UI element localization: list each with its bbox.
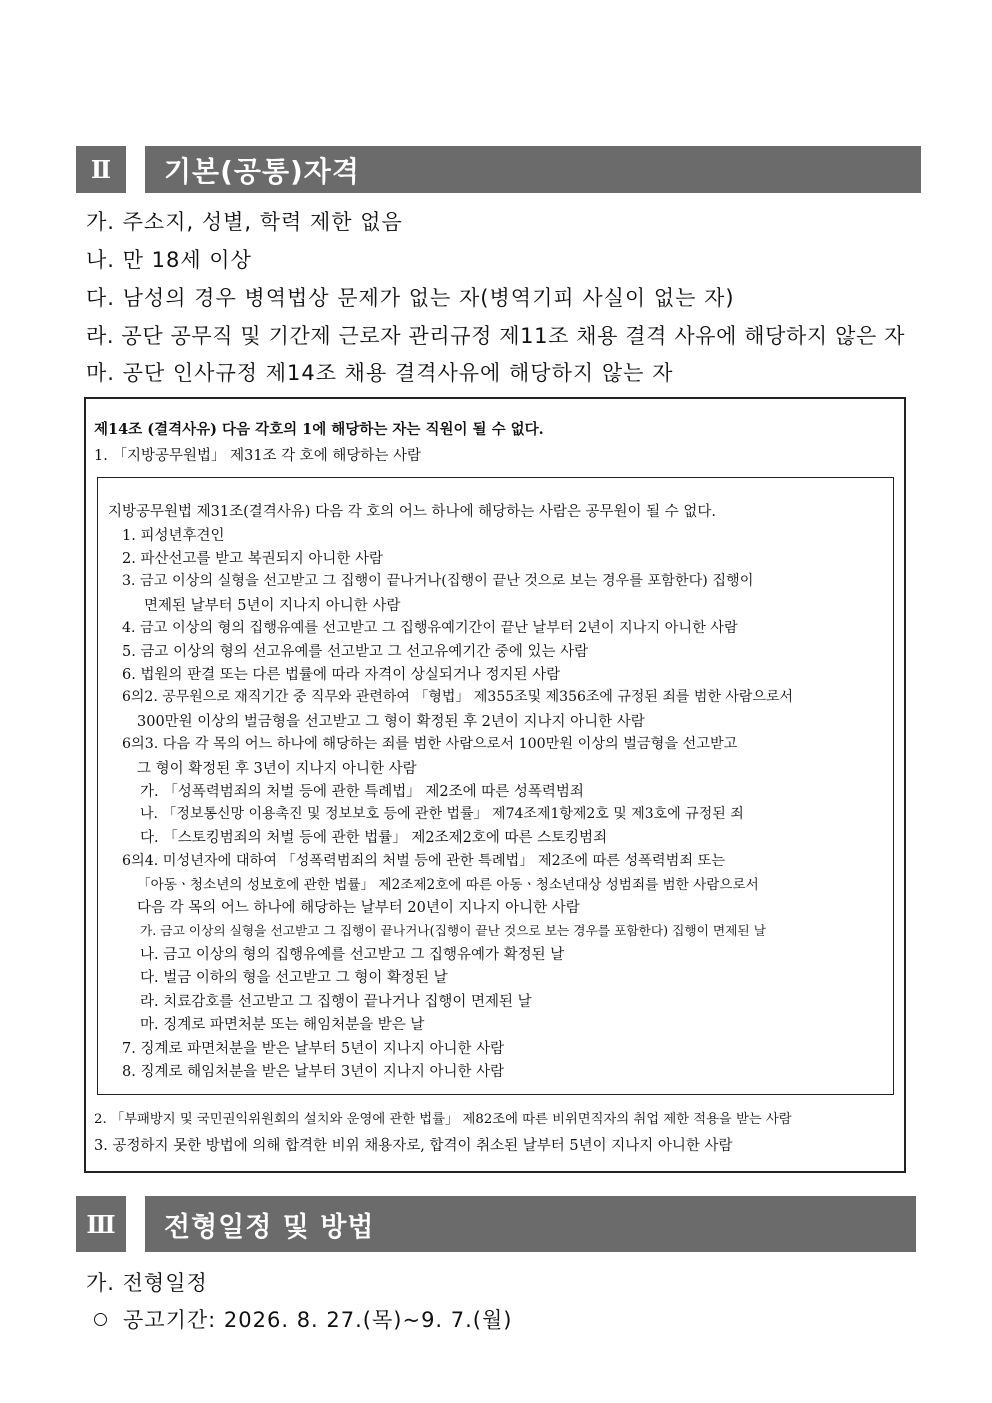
act-clause: 6의4. 미성년자에 대하여 「성폭력범죄의 처벌 등에 관한 특례법」 제2조에 따른 성폭력범죄 또는: [122, 853, 725, 869]
act-clause: 6. 법원의 판결 또는 다른 법률에 따라 자격이 상실되거나 정지된 사람: [122, 667, 561, 683]
act-clause: 나. 「정보통신망 이용촉진 및 정보보호 등에 관한 법률」 제74조제1항제2호 및 제3호에 규정된 죄: [140, 806, 744, 822]
regulation-heading: 제14조 (결격사유) 다음 각호의 1에 해당하는 자는 직원이 될 수 없다.: [94, 421, 544, 438]
act-clause: 가. 금고 이상의 실형을 선고받고 그 집행이 끝나거나(집행이 끝난 것으로 보는 경우를 포함한다) 집행이 면제된 날: [140, 923, 766, 938]
act-clause: 6의3. 다음 각 목의 어느 하나에 해당하는 죄를 범한 사람으로서 100만원 이상의 벌금형을 선고받고: [122, 736, 738, 752]
regulation-item-2: 2. 「부패방지 및 국민권익위원회의 설치와 운영에 관한 법률」 제82조에 따른 비위면직자의 취업 제한 적용을 받는 사람: [94, 1112, 792, 1127]
act-clause: 라. 치료감호를 선고받고 그 집행이 끝나거나 집행이 면제된 날: [140, 994, 532, 1010]
act-clause: 2. 파산선고를 받고 복권되지 아니한 사람: [122, 551, 383, 567]
act-clause: 다. 「스토킹범죄의 처벌 등에 관한 법률」 제2조제2호에 따른 스토킹범죄: [140, 830, 608, 846]
qualification-item: 라. 공단 공무직 및 기간제 근로자 관리규정 제11조 채용 결격 사유에 해당하지 않은 자: [86, 324, 906, 348]
section-2-title: 기본(공통)자격: [145, 146, 921, 193]
act-clause: 3. 금고 이상의 실형을 선고받고 그 집행이 끝나거나(집행이 끝난 것으로 보는 경우를 포함한다) 집행이: [122, 573, 754, 589]
notice-period: 공고기간: 2026. 8. 27.(목)~9. 7.(월): [123, 1308, 513, 1332]
section-2-number: Ⅱ: [76, 146, 126, 193]
section-3-title: 전형일정 및 방법: [145, 1196, 916, 1252]
act-clause: 그 형이 확정된 후 3년이 지나지 아니한 사람: [137, 761, 417, 777]
schedule-label: 가. 전형일정: [86, 1271, 208, 1295]
section-3-number: Ⅲ: [76, 1196, 126, 1252]
act-article-intro: 지방공무원법 제31조(결격사유) 다음 각 호의 어느 하나에 해당하는 사람은 공무원이 될 수 없다.: [108, 504, 716, 520]
section-2-header: [76, 146, 921, 193]
act-clause: 마. 징계로 파면처분 또는 해임처분을 받은 날: [140, 1017, 425, 1033]
act-clause: 8. 징계로 해임처분을 받은 날부터 3년이 지나지 아니한 사람: [122, 1064, 505, 1080]
act-clause: 가. 「성폭력범죄의 처벌 등에 관한 특례법」 제2조에 따른 성폭력범죄: [140, 784, 584, 800]
regulation-item-1: 1. 「지방공무원법」 제31조 각 호에 해당하는 사람: [94, 448, 422, 464]
act-clause: 면제된 날부터 5년이 지나지 아니한 사람: [144, 598, 401, 614]
act-clause: 다음 각 목의 어느 하나에 해당하는 날부터 20년이 지나지 아니한 사람: [137, 900, 580, 916]
act-clause: 4. 금고 이상의 형의 집행유예를 선고받고 그 집행유예기간이 끝난 날부터 2년이 지나지 아니한 사람: [122, 620, 738, 636]
qualification-item: 마. 공단 인사규정 제14조 채용 결격사유에 해당하지 않는 자: [86, 361, 674, 385]
act-clause: 7. 징계로 파면처분을 받은 날부터 5년이 지나지 아니한 사람: [122, 1041, 505, 1057]
act-clause: 「아동ㆍ청소년의 성보호에 관한 법률」 제2조제2호에 따른 아동ㆍ청소년대상 성범죄를 범한 사람으로서: [137, 877, 759, 893]
act-clause: 300만원 이상의 벌금형을 선고받고 그 형이 확정된 후 2년이 지나지 아니한 사람: [137, 714, 645, 730]
qualification-item: 나. 만 18세 이상: [86, 248, 252, 272]
section-3-header: [76, 1196, 916, 1252]
qualification-item: 가. 주소지, 성별, 학력 제한 없음: [86, 210, 403, 234]
regulation-item-3: 3. 공정하지 못한 방법에 의해 합격한 비위 채용자로, 합격이 취소된 날부터 5년이 지나지 아니한 사람: [94, 1138, 733, 1154]
act-clause: 1. 피성년후견인: [122, 528, 225, 544]
act-clause: 다. 벌금 이하의 형을 선고받고 그 형이 확정된 날: [140, 970, 448, 986]
qualification-item: 다. 남성의 경우 병역법상 문제가 없는 자(병역기피 사실이 없는 자): [86, 286, 735, 310]
circle-bullet-icon: [94, 1313, 107, 1326]
act-clause: 5. 금고 이상의 형의 선고유예를 선고받고 그 선고유예기간 중에 있는 사람: [122, 644, 589, 660]
act-clause: 6의2. 공무원으로 재직기간 중 직무와 관련하여 「형법」 제355조및 제356조에 규정된 죄를 범한 사람으로서: [122, 689, 794, 705]
act-clause: 나. 금고 이상의 형의 집행유예를 선고받고 그 집행유예가 확정된 날: [140, 947, 565, 963]
